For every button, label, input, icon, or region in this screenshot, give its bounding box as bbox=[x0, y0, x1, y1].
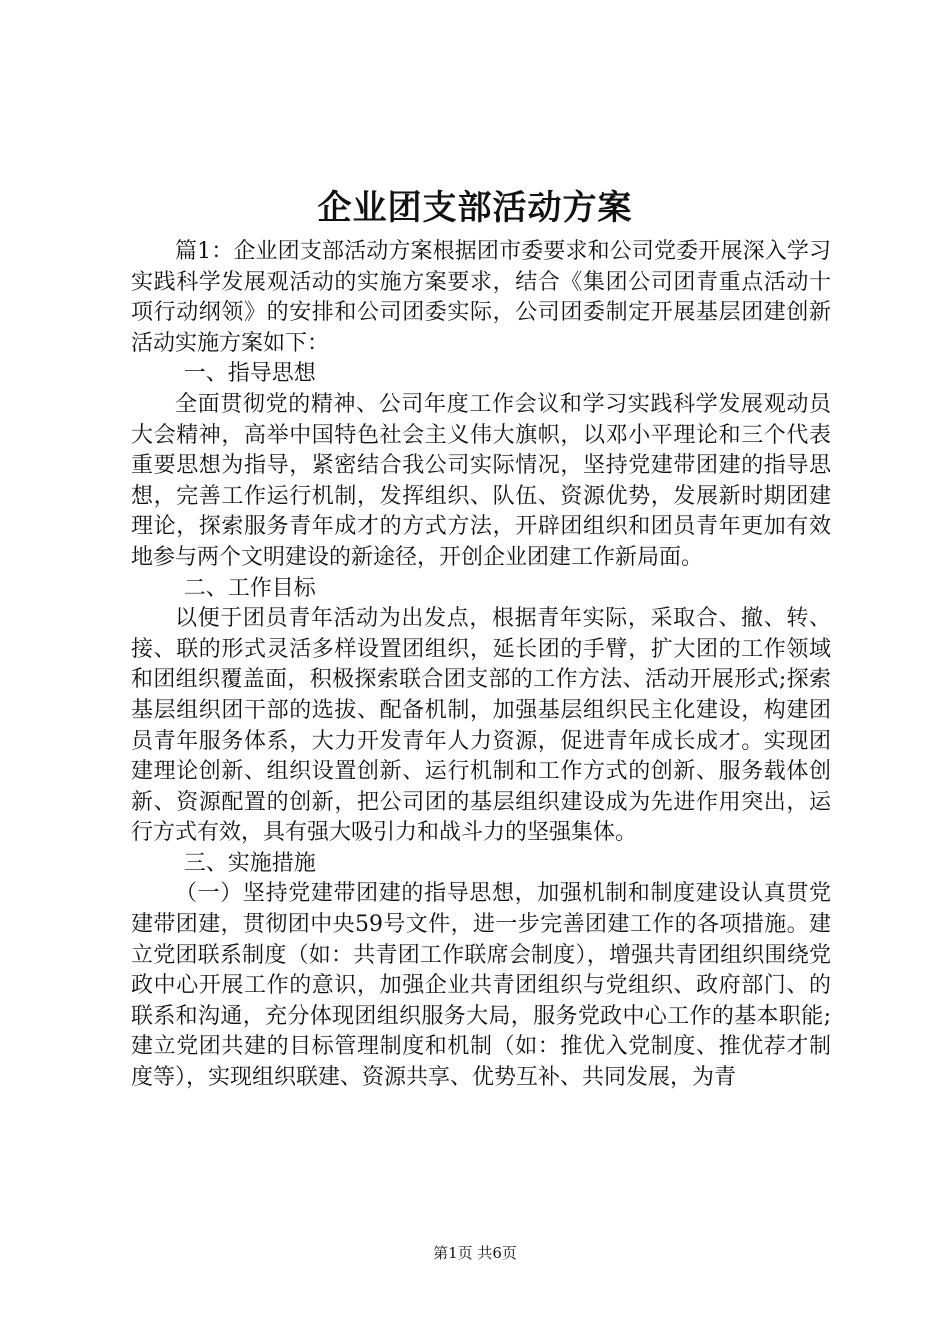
section-heading-measures: 三、实施措施 bbox=[183, 850, 316, 876]
section-heading-work-goals: 二、工作目标 bbox=[183, 575, 316, 601]
page-footer: 第1页 共6页 bbox=[433, 1244, 517, 1262]
guiding-thought-paragraph: 全面贯彻党的精神、公司年度工作会议和学习实践科学发展观动员大会精神，高举中国特色社会主义伟大旗帜，以邓小平理论和三个代表重要思想为指导，紧密结合我公司实际情况，坚持党建带团建的指导思想，完善工作运行机制，发挥组织、队伍、资源优势，发展新时期团建理论，探索服务青年成才的方式方法，开辟团组织和团员青年更加有效地参与两个文明建设的新途径，开创企业团建工作新局面。 bbox=[131, 391, 831, 570]
measures-paragraph: （一）坚持党建带团建的指导思想，加强机制和制度建设认真贯党建带团建，贯彻团中央59号文件，进一步完善团建工作的各项措施。建立党团联系制度（如：共青团工作联席会制度），增强共青团组织围绕党政中心开展工作的意识，加强企业共青团组织与党组织、政府部门、的联系和沟通，充分体现团组织服务大局，服务党政中心工作的基本职能;建立党团共建的目标管理制度和机制（如：推优入党制度、推优荐才制度等），实现组织联建、资源共享、优势互补、共同发展，为青 bbox=[131, 881, 831, 1091]
section-heading-guiding-thought: 一、指导思想 bbox=[183, 361, 316, 387]
document-body bbox=[131, 237, 831, 1094]
document-title: 企业团支部活动方案 bbox=[317, 188, 633, 228]
intro-paragraph: 篇1：企业团支部活动方案根据团市委要求和公司党委开展深入学习实践科学发展观活动的实施方案要求，结合《集团公司团青重点活动十项行动纲领》的安排和公司团委实际，公司团委制定开展基层团建创新活动实施方案如下： bbox=[131, 239, 831, 356]
work-goals-paragraph: 以便于团员青年活动为出发点，根据青年实际，采取合、撤、转、接、联的形式灵活多样设置团组织，延长团的手臂，扩大团的工作领域和团组织覆盖面，积极探索联合团支部的工作方法、活动开展形式;探索基层组织团干部的选拔、配备机制，加强基层组织民主化建设，构建团员青年服务体系，大力开发青年人力资源，促进青年成长成才。实现团建理论创新、组织设置创新、运行机制和工作方式的创新、服务载体创新、资源配置的创新，把公司团的基层组织建设成为先进作用突出，运行方式有效，具有强大吸引力和战斗力的坚强集体。 bbox=[131, 606, 831, 846]
